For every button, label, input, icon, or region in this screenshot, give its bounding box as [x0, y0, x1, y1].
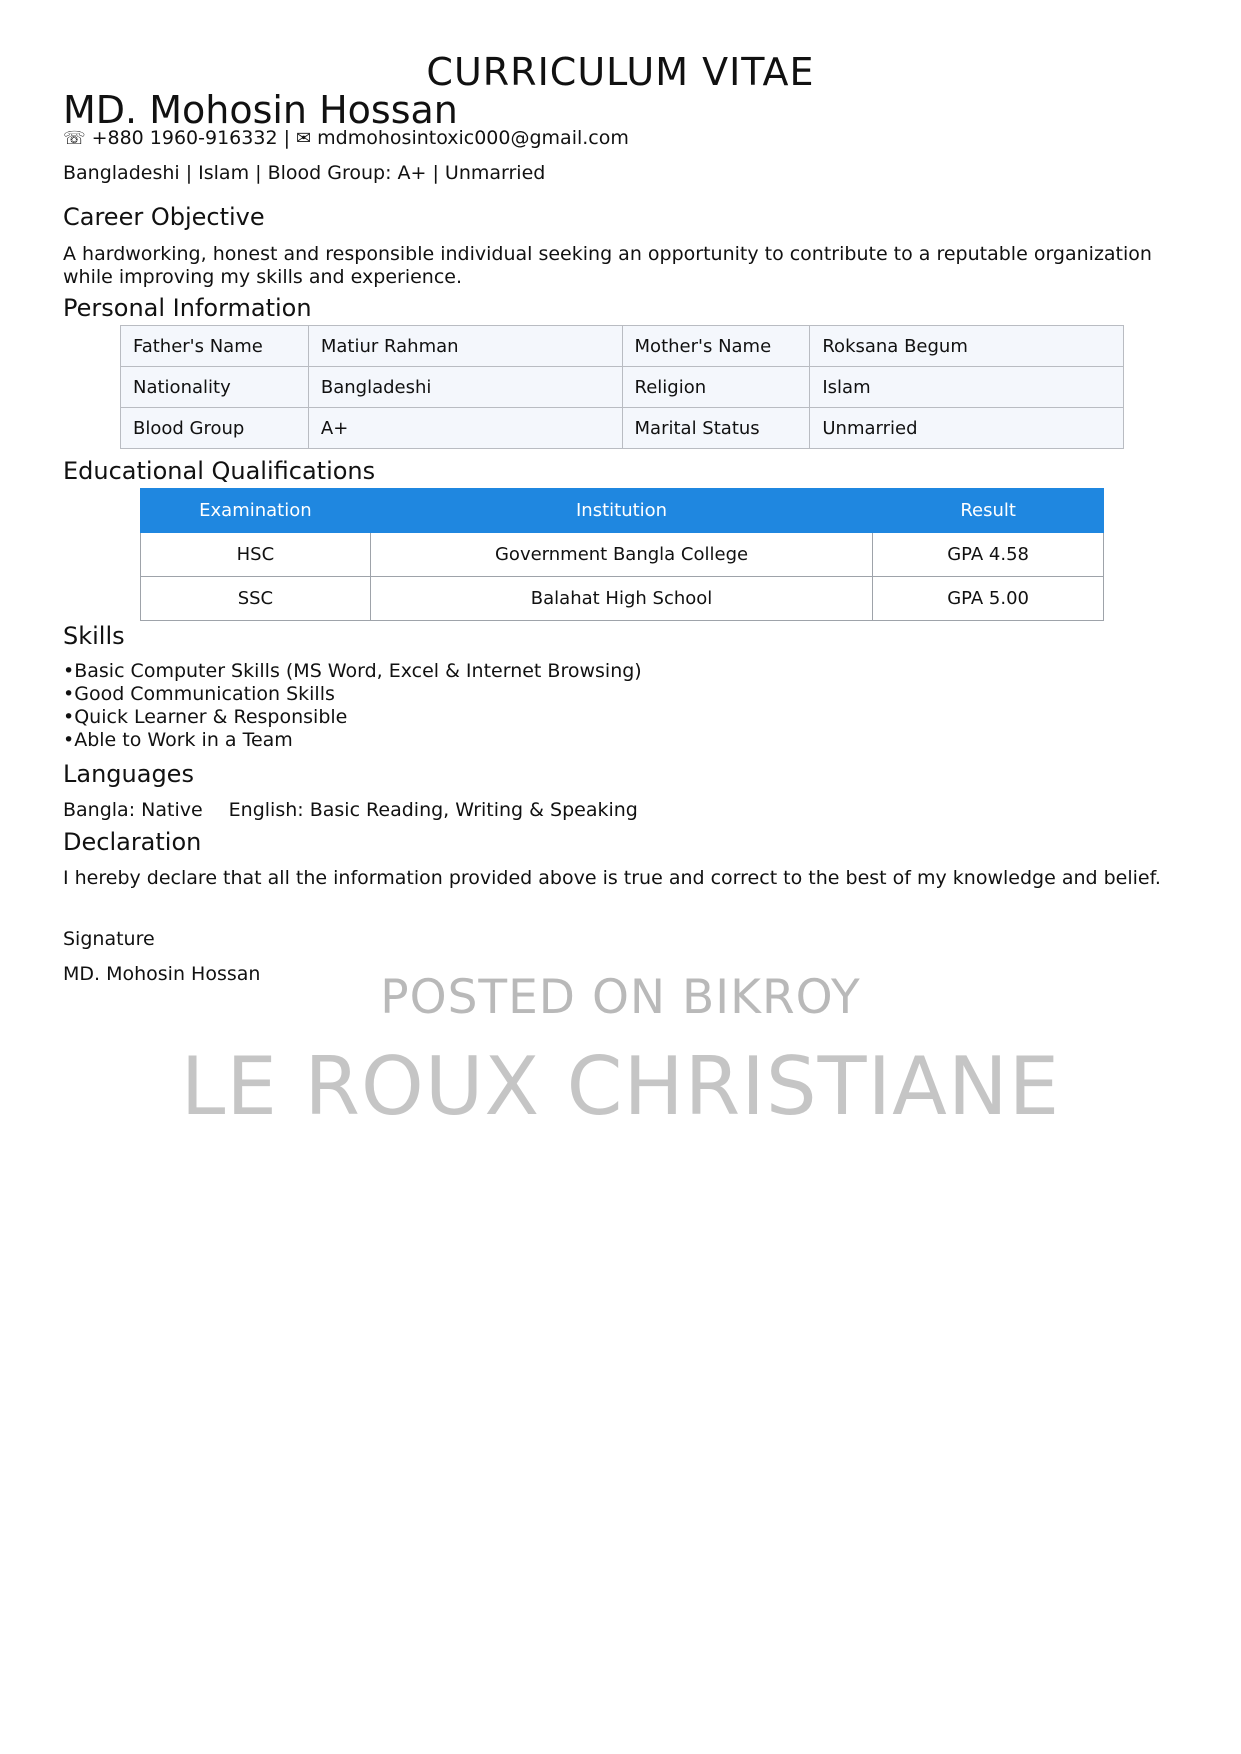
declaration-text: I hereby declare that all the information provided above is true and correct to the best of my knowledge and belief. [63, 867, 1161, 889]
table-cell: Roksana Begum [810, 326, 1124, 367]
list-item: • Quick Learner & Responsible [63, 706, 642, 729]
contact-line [63, 127, 629, 149]
email-address: mdmohosintoxic000@gmail.com [317, 127, 629, 149]
envelope-icon: ✉ [296, 128, 312, 149]
table-cell: Islam [810, 367, 1124, 408]
table-cell: SSC [141, 577, 371, 621]
table-row [121, 326, 1124, 367]
career-objective-heading: Career Objective [63, 203, 265, 231]
skills-list [63, 660, 642, 752]
phone-icon: ☏ [63, 128, 86, 149]
signature-label: Signature [63, 928, 155, 950]
document-title: CURRICULUM VITAE [426, 50, 815, 94]
personal-info-table [120, 325, 1124, 449]
table-cell: Government Bangla College [370, 533, 872, 577]
languages-heading: Languages [63, 760, 194, 788]
table-row [121, 408, 1124, 449]
declaration-heading: Declaration [63, 828, 202, 856]
education-table [140, 488, 1104, 621]
language-item: Bangla: Native [63, 799, 203, 821]
watermark-posted-on: POSTED ON BIKROY [380, 970, 861, 1025]
column-header-examination: Examination [141, 489, 371, 533]
table-cell: Blood Group [121, 408, 309, 449]
language-item: English: Basic Reading, Writing & Speaking [228, 799, 638, 821]
table-cell: Nationality [121, 367, 309, 408]
table-cell: Bangladeshi [308, 367, 622, 408]
table-row [141, 533, 1104, 577]
list-item: • Basic Computer Skills (MS Word, Excel & Internet Browsing) [63, 660, 642, 683]
table-cell: Matiur Rahman [308, 326, 622, 367]
personal-info-heading: Personal Information [63, 294, 312, 322]
personal-summary: Bangladeshi | Islam | Blood Group: A+ | Unmarried [63, 162, 546, 184]
list-item: • Good Communication Skills [63, 683, 642, 706]
table-cell: A+ [308, 408, 622, 449]
table-cell: Balahat High School [370, 577, 872, 621]
table-row [141, 577, 1104, 621]
table-cell: GPA 5.00 [873, 577, 1104, 621]
table-header-row [141, 489, 1104, 533]
table-cell: GPA 4.58 [873, 533, 1104, 577]
skills-heading: Skills [63, 622, 125, 650]
table-cell: Religion [622, 367, 810, 408]
table-cell: Father's Name [121, 326, 309, 367]
table-cell: Marital Status [622, 408, 810, 449]
watermark-owner: LE ROUX CHRISTIANE [180, 1040, 1061, 1133]
languages-line [63, 799, 638, 821]
table-cell: Unmarried [810, 408, 1124, 449]
table-cell: HSC [141, 533, 371, 577]
phone-number: +880 1960-916332 [91, 127, 278, 149]
signature-name: MD. Mohosin Hossan [63, 963, 261, 985]
table-row [121, 367, 1124, 408]
column-header-result: Result [873, 489, 1104, 533]
contact-separator: | [283, 127, 290, 149]
career-objective-text: A hardworking, honest and responsible individual seeking an opportunity to contribute to a reputable organization while improving my skills and experience. [63, 243, 1152, 288]
list-item: • Able to Work in a Team [63, 729, 642, 752]
education-heading: Educational Qualifications [63, 457, 376, 485]
column-header-institution: Institution [370, 489, 872, 533]
table-cell: Mother's Name [622, 326, 810, 367]
candidate-name: MD. Mohosin Hossan [63, 88, 458, 132]
